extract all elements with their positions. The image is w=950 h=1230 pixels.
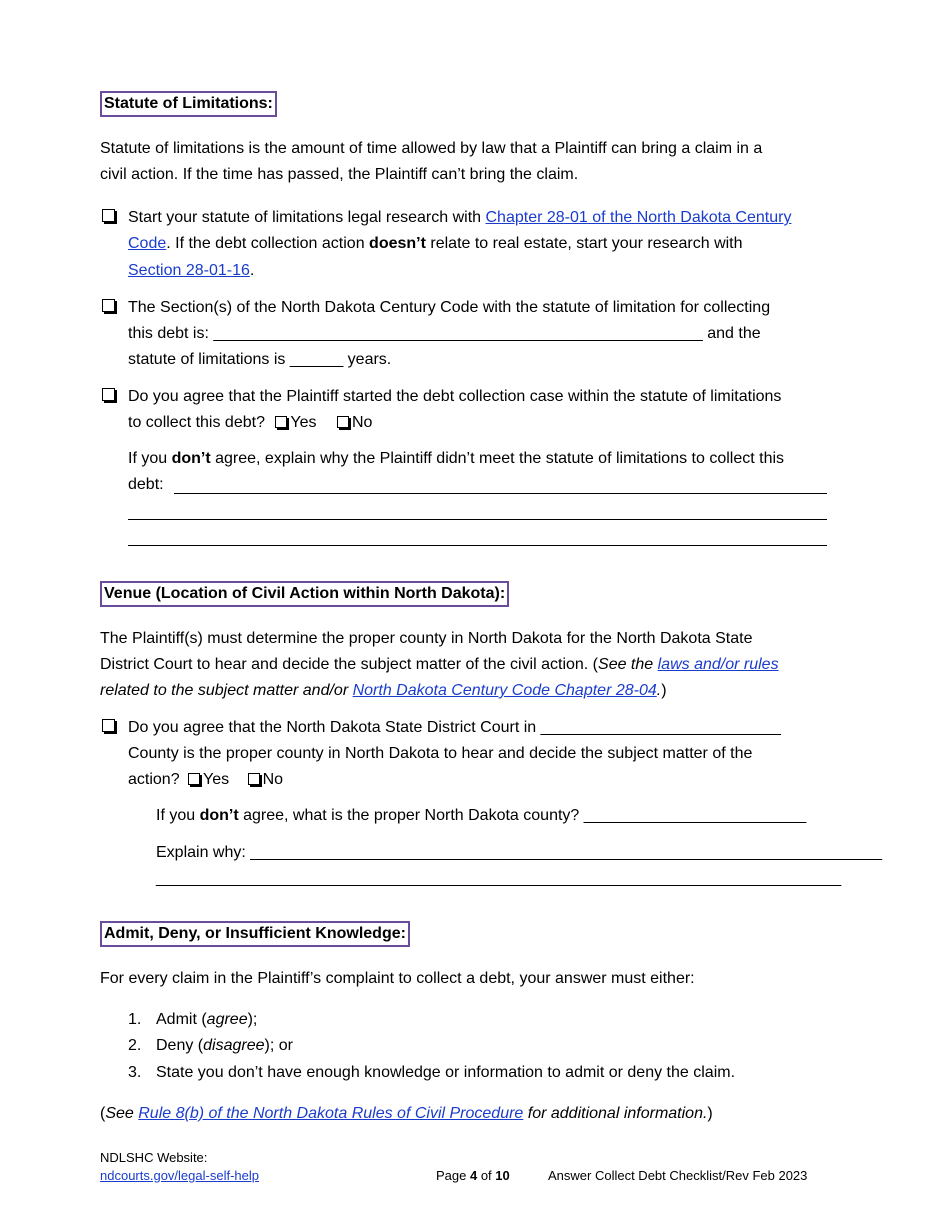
statute-item2-line-2 bbox=[128, 324, 761, 344]
admit-intro: For every claim in the Plaintiff’s complaint to collect a debt, your answer must either: bbox=[100, 970, 695, 987]
venue-explain-line-2[interactable]: _____________________________________________________________________________ bbox=[156, 870, 842, 887]
link-chapter-28-04[interactable]: North Dakota Century Code Chapter 28-04 bbox=[352, 682, 657, 699]
checkbox-statute-yes[interactable] bbox=[275, 416, 287, 428]
statute-explain-rule-1[interactable] bbox=[174, 493, 827, 494]
text: ( bbox=[100, 1105, 106, 1122]
label-yes: Yes bbox=[203, 771, 230, 788]
text: Start your statute of limitations legal research with bbox=[128, 209, 486, 226]
text-italic: agree bbox=[206, 1011, 248, 1028]
link-chapter-28-01-code[interactable]: Code bbox=[128, 235, 167, 252]
text: Explain why: bbox=[156, 844, 251, 861]
list-item bbox=[128, 1063, 736, 1083]
heading-admit-deny: Admit, Deny, or Insufficient Knowledge: bbox=[100, 921, 410, 947]
text-italic: related to the subject matter and/or bbox=[100, 682, 353, 699]
footer-site-label: NDLSHC Website: bbox=[100, 1150, 208, 1165]
venue-proper-county-line bbox=[156, 806, 806, 826]
statute-explain-line-1 bbox=[128, 449, 784, 469]
statute-intro-line-1: Statute of limitations is the amount of time allowed by law that a Plaintiff can bring a claim in a bbox=[100, 140, 763, 157]
venue-para-line-2 bbox=[100, 655, 779, 675]
text: District Court to hear and decide the subject matter of the civil action. ( bbox=[100, 656, 599, 673]
list-number: 2. bbox=[128, 1037, 142, 1054]
statute-item2-line-1: The Section(s) of the North Dakota Century Code with the statute of limitation for collecting bbox=[128, 299, 771, 316]
venue-para-line-1: The Plaintiff(s) must determine the proper county in North Dakota for the North Dakota State bbox=[100, 630, 753, 647]
text: action? bbox=[128, 771, 180, 788]
list-item bbox=[128, 1036, 293, 1056]
page-current: 4 bbox=[469, 1168, 478, 1183]
years-blank[interactable]: ______ bbox=[289, 351, 344, 368]
text: this debt is: bbox=[128, 325, 214, 342]
text: If you bbox=[128, 450, 172, 467]
link-rule-8b[interactable]: Rule 8(b) of the North Dakota Rules of Civil Procedure bbox=[138, 1105, 524, 1122]
heading-statute-of-limitations: Statute of Limitations: bbox=[100, 91, 277, 117]
text: years. bbox=[343, 351, 392, 368]
statute-item1-line-2 bbox=[128, 234, 743, 254]
text: agree, explain why the Plaintiff didn’t meet the statute of limitations to collect this bbox=[210, 450, 785, 467]
text: ) bbox=[707, 1105, 713, 1122]
explain-blank-1[interactable]: _______________________________________________________________________ bbox=[250, 844, 883, 861]
checkbox-agree-statute[interactable] bbox=[102, 388, 115, 401]
text: statute of limitations is bbox=[128, 351, 290, 368]
statute-item2-line-3 bbox=[128, 350, 391, 370]
admit-note bbox=[100, 1104, 713, 1124]
statute-explain-line-2: debt: bbox=[128, 476, 164, 493]
venue-explain-line-1 bbox=[156, 843, 882, 863]
emphasis-dont: don’t bbox=[171, 450, 211, 467]
county-blank[interactable]: ___________________________ bbox=[540, 719, 781, 736]
text: ) bbox=[661, 682, 667, 699]
emphasis-dont: don’t bbox=[199, 807, 239, 824]
text: State you don’t have enough knowledge or information to admit or deny the claim. bbox=[156, 1064, 736, 1081]
list-number: 1. bbox=[128, 1011, 142, 1028]
list-number: 3. bbox=[128, 1064, 142, 1081]
text: agree, what is the proper North Dakota county? bbox=[238, 807, 584, 824]
list-item bbox=[128, 1010, 258, 1030]
venue-item-line-3 bbox=[128, 770, 283, 790]
text: . bbox=[249, 262, 255, 279]
text: Deny ( bbox=[156, 1037, 204, 1054]
text: . If the debt collection action bbox=[166, 235, 370, 252]
text: ); or bbox=[264, 1037, 293, 1054]
text: If you bbox=[156, 807, 200, 824]
text-italic: See bbox=[105, 1105, 139, 1122]
venue-para-line-3 bbox=[100, 681, 667, 701]
footer-page-number bbox=[436, 1167, 510, 1184]
text: Page bbox=[436, 1168, 470, 1183]
section-blank[interactable]: _______________________________________________________ bbox=[213, 325, 703, 342]
text: relate to real estate, start your research with bbox=[425, 235, 743, 252]
checkbox-agree-venue[interactable] bbox=[102, 719, 115, 732]
text-italic: . bbox=[656, 682, 662, 699]
statute-item3-line-1: Do you agree that the Plaintiff started the debt collection case within the statute of limitations bbox=[128, 388, 782, 405]
heading-venue: Venue (Location of Civil Action within North Dakota): bbox=[100, 581, 509, 607]
statute-item3-line-2 bbox=[128, 413, 372, 433]
label-no: No bbox=[262, 771, 284, 788]
label-no: No bbox=[351, 414, 373, 431]
statute-explain-rule-2[interactable] bbox=[128, 519, 827, 520]
footer-site-link[interactable]: ndcourts.gov/legal-self-help bbox=[100, 1168, 259, 1183]
text: ); bbox=[247, 1011, 258, 1028]
text: and the bbox=[702, 325, 761, 342]
checkbox-statute-no[interactable] bbox=[337, 416, 349, 428]
text: of bbox=[477, 1168, 496, 1183]
text-italic: See the bbox=[598, 656, 658, 673]
link-laws-and-rules[interactable]: laws and/or rules bbox=[657, 656, 779, 673]
text: Do you agree that the North Dakota State District Court in bbox=[128, 719, 541, 736]
checkbox-venue-no[interactable] bbox=[248, 773, 260, 785]
checkbox-research[interactable] bbox=[102, 209, 115, 222]
text-italic: for additional information. bbox=[523, 1105, 708, 1122]
venue-item-line-1 bbox=[128, 718, 781, 738]
footer-site-link-wrap bbox=[100, 1167, 259, 1184]
checkbox-venue-yes[interactable] bbox=[188, 773, 200, 785]
statute-item1-line-1 bbox=[128, 208, 791, 228]
proper-county-blank[interactable]: _________________________ bbox=[583, 807, 807, 824]
text: Admit ( bbox=[156, 1011, 207, 1028]
text: to collect this debt? bbox=[128, 414, 265, 431]
text-italic: disagree bbox=[203, 1037, 265, 1054]
link-chapter-28-01[interactable]: Chapter 28-01 of the North Dakota Century bbox=[485, 209, 792, 226]
emphasis-doesnt: doesn’t bbox=[369, 235, 426, 252]
page-total: 10 bbox=[495, 1168, 510, 1183]
statute-intro-line-2: civil action. If the time has passed, the Plaintiff can’t bring the claim. bbox=[100, 166, 579, 183]
footer-doc-id: Answer Collect Debt Checklist/Rev Feb 2023 bbox=[548, 1168, 808, 1183]
label-yes: Yes bbox=[290, 414, 317, 431]
checkbox-section-statute[interactable] bbox=[102, 299, 115, 312]
statute-explain-rule-3[interactable] bbox=[128, 545, 827, 546]
statute-item1-line-3 bbox=[128, 261, 254, 281]
venue-item-line-2: County is the proper county in North Dakota to hear and decide the subject matter of the bbox=[128, 745, 753, 762]
link-section-28-01-16[interactable]: Section 28-01-16 bbox=[128, 262, 250, 279]
